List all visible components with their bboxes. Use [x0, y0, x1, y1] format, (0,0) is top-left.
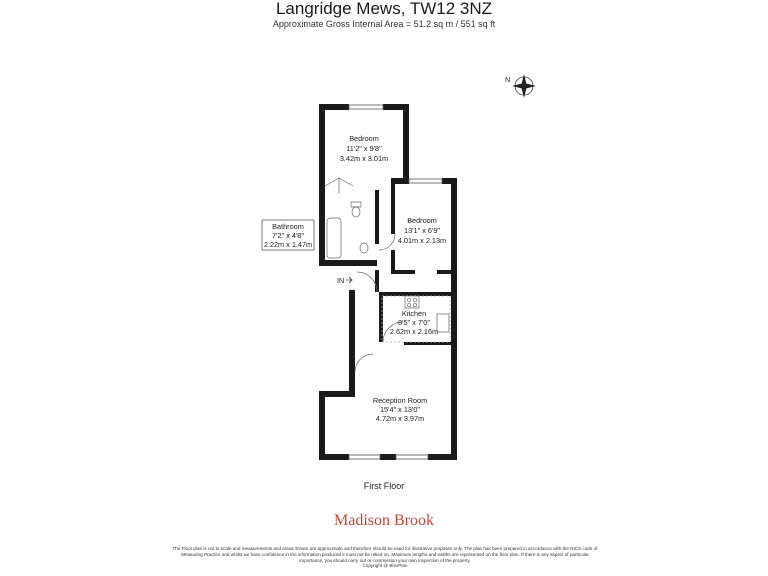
room-size-metric: 4.01m x 2.13m — [397, 236, 447, 245]
room-size-metric: 2.62m x 2.16m — [389, 327, 439, 336]
copyright-text: Copyright @ BlexPlan — [362, 563, 408, 569]
floor-label: First Floor — [363, 481, 405, 491]
room-size-metric: 3.42m x 3.01m — [339, 154, 389, 163]
room-size-imperial: 8'5" x 7'0" — [398, 318, 430, 327]
arrow-right-icon — [346, 277, 352, 283]
room-size-metric: 4.72m x 3.97m — [375, 414, 425, 423]
room-label-kitchen — [390, 309, 438, 336]
room-name: Bedroom — [407, 216, 437, 225]
room-label-bedroom-2 — [398, 216, 446, 245]
room-size-imperial: 13'1" x 6'9" — [404, 226, 440, 235]
room-label-bedroom-1 — [340, 134, 388, 163]
room-name: Kitchen — [401, 309, 427, 318]
room-name: Bathroom — [272, 222, 304, 231]
room-size-imperial: 7'2" x 4'8" — [272, 231, 304, 240]
room-size-imperial: 11'2" x 9'8" — [346, 144, 382, 153]
room-label-reception — [373, 396, 427, 423]
room-size-metric: 2.22m x 1.47m — [263, 240, 313, 249]
room-size-imperial: 15'4" x 13'0" — [379, 405, 421, 414]
disclaimer-text: The Floor plan is not to scale and measurements and areas shown are approximate and therefore should be used for illustrative purposes only. The plan has been prepared in accordance with the RICS code of Measuring Practice and whilst we have confidence in the information produced it must not be relied on. Maximum lengths and widths are represented on the floor plan. If there is any aspect of particular importance, you should carry out or commission your own inspection of the property. — [172, 546, 598, 563]
entrance-marker — [337, 276, 352, 285]
disclaimer — [170, 546, 600, 569]
brand-logo: Madison Brook — [334, 512, 434, 529]
plan-title: Langridge Mews, TW12 3NZ — [275, 0, 493, 18]
room-name: Reception Room — [372, 396, 428, 405]
compass-icon — [505, 74, 536, 98]
entrance-label: IN — [337, 276, 345, 285]
room-label-bathroom — [262, 220, 314, 250]
plan-subtitle: Approximate Gross Internal Area = 51.2 sq m / 551 sq ft — [272, 19, 496, 29]
room-name: Bedroom — [349, 134, 379, 143]
bathroom-fixtures — [327, 202, 368, 258]
compass-label: N — [505, 75, 511, 84]
